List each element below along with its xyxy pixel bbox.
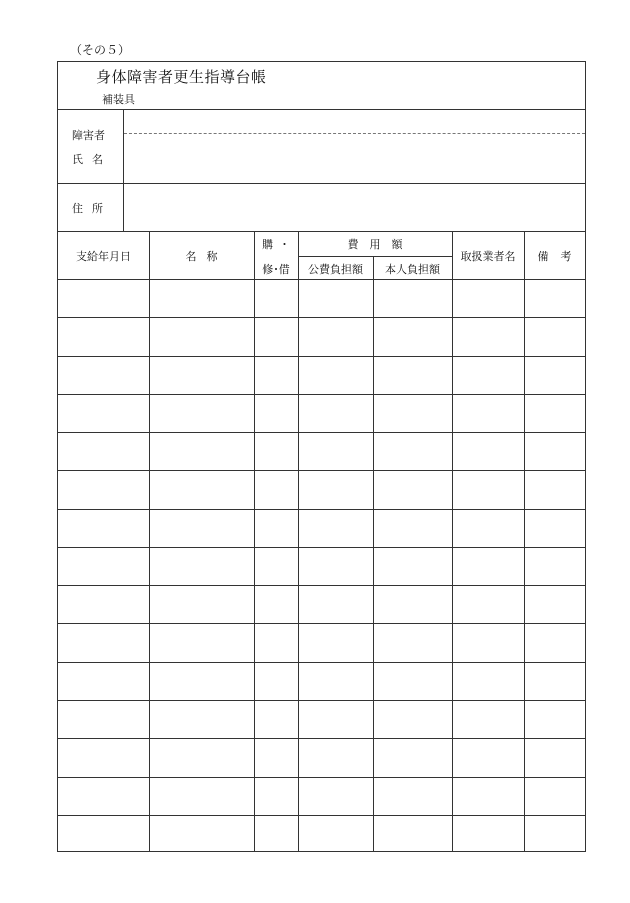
table-row [58,815,585,816]
name-label-cell [58,109,124,183]
page-label: （その５） [70,43,131,57]
table-row [58,279,585,280]
col-line-4 [373,256,374,851]
table-row [58,470,585,471]
address-label: 住所 [72,202,112,215]
cost-header-divider [298,256,452,257]
table-row [58,356,585,357]
header-date: 支給年月日 [76,250,131,263]
header-name: 名称 [185,250,228,263]
table-row [58,738,585,739]
header-cost: 費用額 [347,238,414,251]
table-row [58,317,585,318]
table-row [58,585,585,586]
form-title: 身体障害者更生指導台帳 [96,68,267,86]
title-block [58,62,585,110]
col-line-6 [524,231,525,851]
table-row [58,547,585,548]
table-row [58,623,585,624]
furigana-dashed-line [124,133,585,134]
name-field-row [58,109,585,184]
address-field-row [58,183,585,232]
ledger-form [57,61,586,852]
col-line-1 [149,231,150,851]
header-vendor: 取扱業者名 [460,250,516,263]
header-remarks: 備考 [537,250,584,263]
name-label-line1: 障害者 [72,129,105,142]
col-line-3 [298,231,299,851]
header-type-line1: 購・ [262,238,296,251]
form-subtitle: 補装具 [102,93,135,106]
name-label-line2: 氏名 [72,153,112,166]
table-row [58,662,585,663]
address-label-cell [58,183,124,231]
header-self-cost: 本人負担額 [385,263,440,276]
table-row [58,700,585,701]
table-row [58,432,585,433]
table-row [58,509,585,510]
col-line-2 [254,231,255,851]
table-row [58,777,585,778]
header-type-line2: 修･借 [262,263,290,276]
col-line-5 [452,231,453,851]
table-row [58,394,585,395]
supply-table [58,231,585,851]
header-public-cost: 公費負担額 [308,263,363,276]
